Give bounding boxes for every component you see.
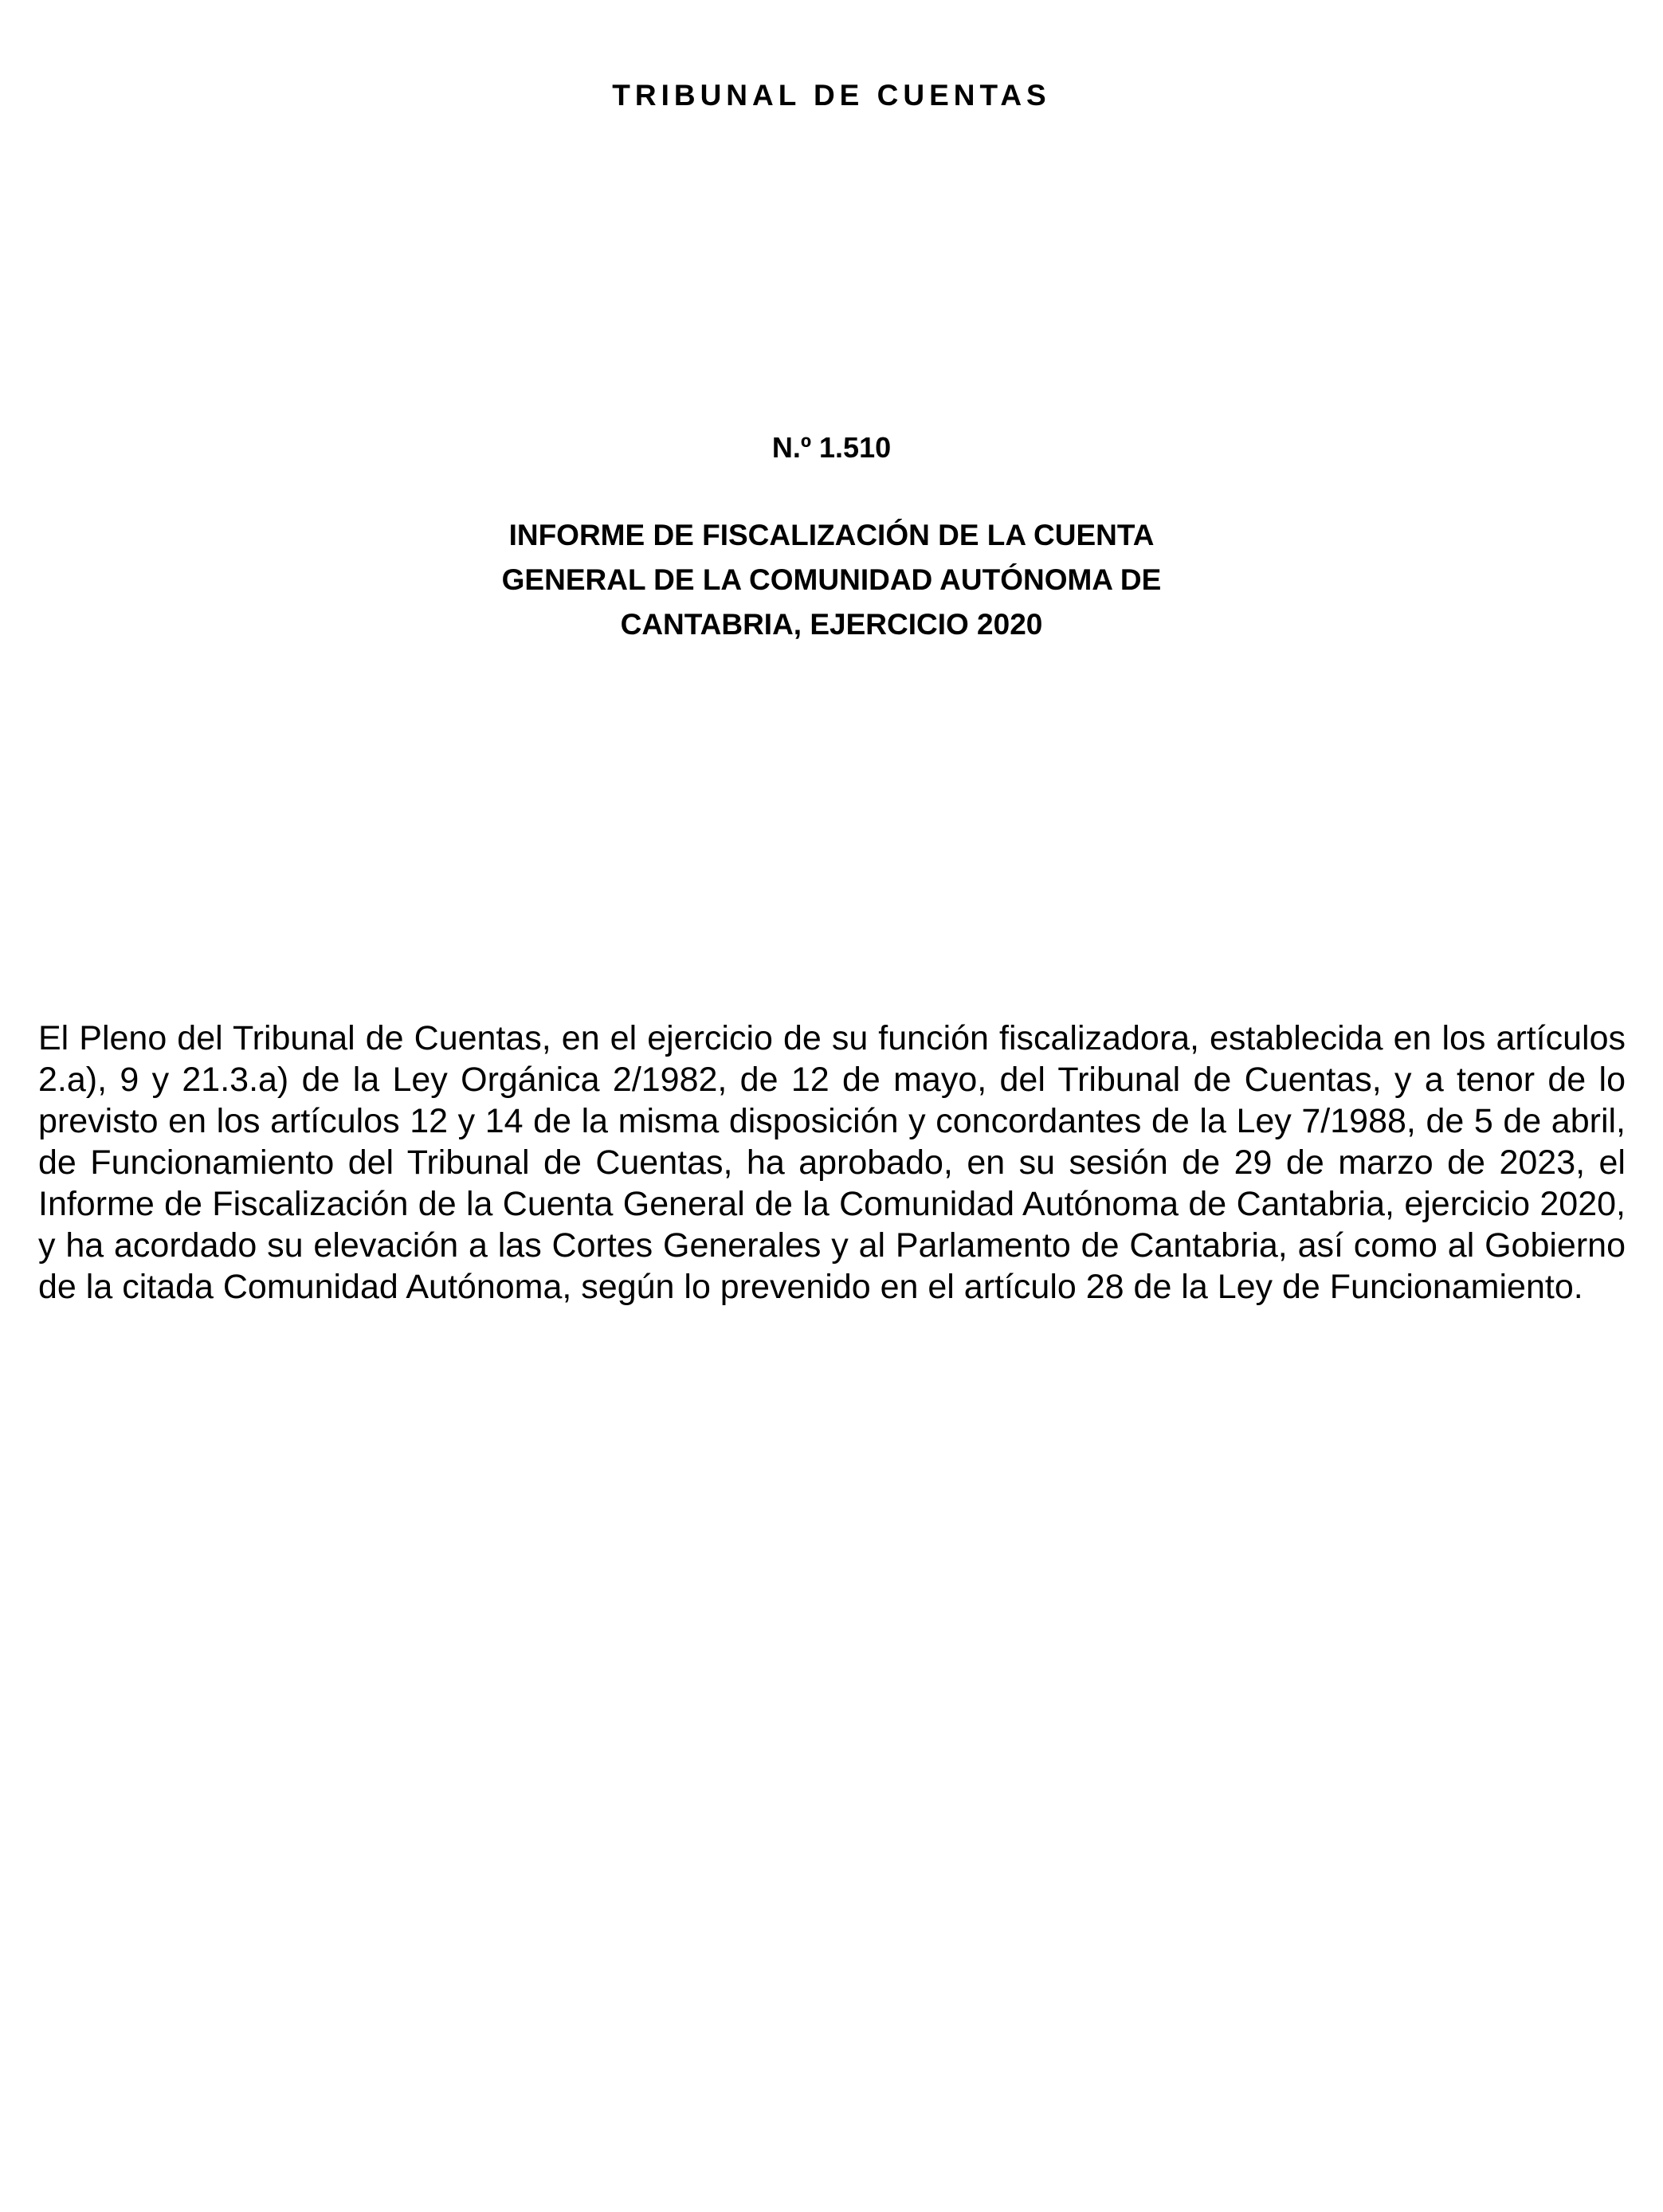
report-title-line-2: GENERAL DE LA COMUNIDAD AUTÓNOMA DE bbox=[501, 563, 1162, 596]
report-title-line-1: INFORME DE FISCALIZACIÓN DE LA CUENTA bbox=[508, 519, 1155, 551]
body-paragraph: El Pleno del Tribunal de Cuentas, en el ejercicio de su función fiscalizadora, establecida en los artículos 2.a), 9 y 21.3.a) de la Ley Orgánica 2/1982, de 12 de mayo, del Tribunal de Cuentas, y a tenor de lo previsto en los artículos 12 y 14 de la misma disposición y concordantes de la Ley 7/1988, de 5 de abril, de Funcionamiento del Tribunal de Cuentas, ha aprobado, en su sesión de 29 de marzo de 2023, el Informe de Fiscalización de la Cuenta General de la Comunidad Autónoma de Cantabria, ejercicio 2020, y ha acordado su elevación a las Cortes Generales y al Parlamento de Cantabria, así como al Gobierno de la citada Comunidad Autónoma, según lo prevenido en el artículo 28 de la Ley de Funcionamiento. bbox=[38, 1019, 1626, 1306]
report-title-line-3: CANTABRIA, EJERCICIO 2020 bbox=[620, 608, 1043, 641]
institution-header: TRIBUNAL DE CUENTAS bbox=[612, 79, 1051, 112]
document-number: N.º 1.510 bbox=[771, 431, 892, 464]
report-title bbox=[0, 513, 1663, 647]
